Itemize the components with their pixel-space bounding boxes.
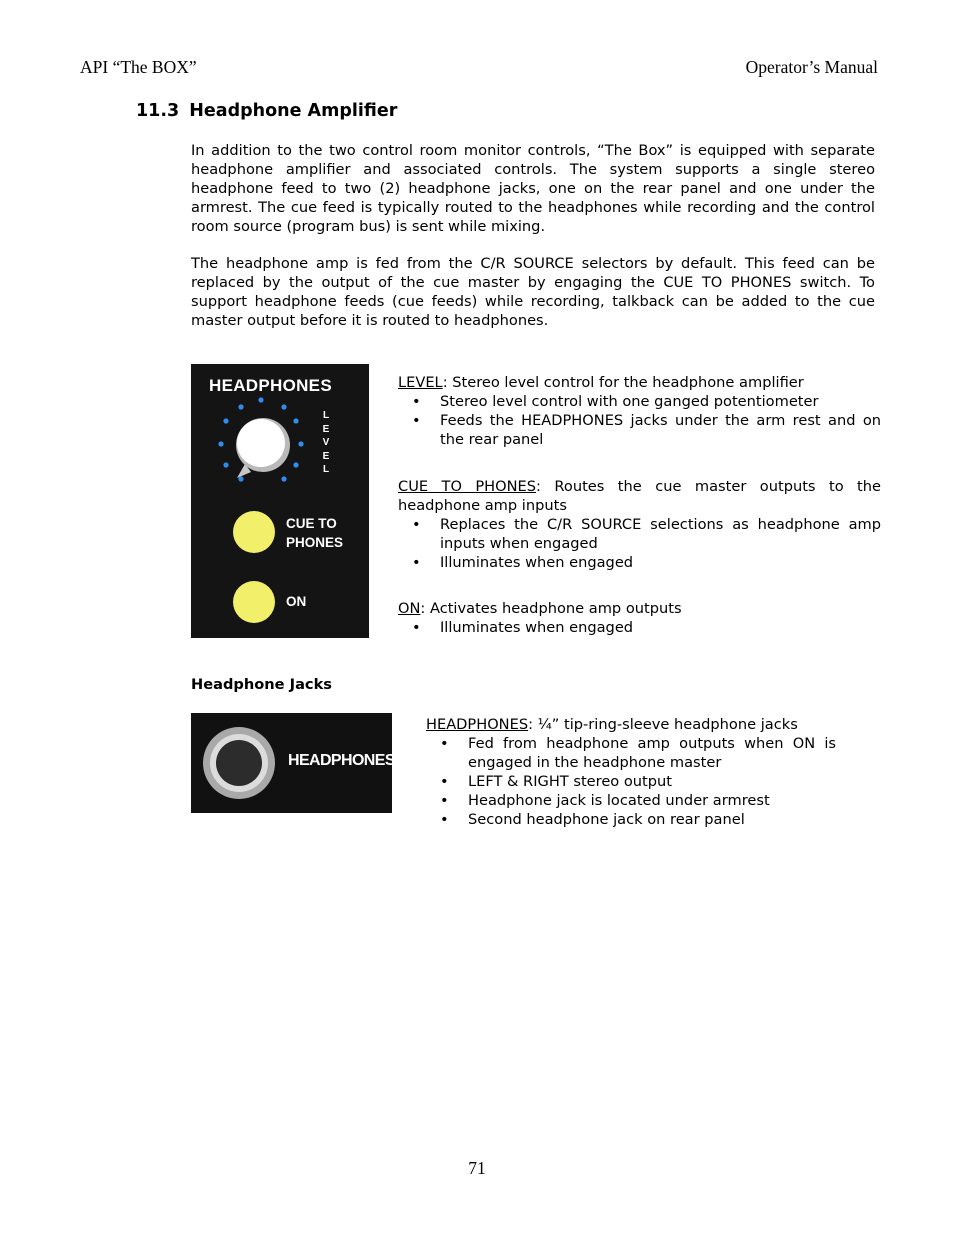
- on-text: : Activates headphone amp outputs: [420, 600, 682, 617]
- list-item: • Replaces the C/R SOURCE selections as headphone amp inputs when engaged: [398, 515, 881, 553]
- list-item: • Second headphone jack on rear panel: [426, 810, 836, 829]
- on-lead: [398, 599, 881, 618]
- list-item: • Illuminates when engaged: [398, 618, 881, 637]
- intro-paragraph: In addition to the two control room monitor controls, “The Box” is equipped with separate headphone amplifier and associated controls. The system supports a single stereo headphone feed to two (2) headphone jacks, one on the rear panel and one under the armrest. The cue feed is typically routed to the headphones while recording and the control room source (program bus) is sent while mixing.: [191, 142, 875, 235]
- jacks-lead: [426, 715, 836, 734]
- level-bullets: [398, 392, 881, 449]
- jack-image-label: HEADPHONES: [288, 752, 395, 769]
- panel-cue-line1: CUE TO: [286, 516, 337, 531]
- cue-term: CUE TO PHONES: [398, 478, 537, 495]
- panel-title: HEADPHONES: [209, 376, 332, 395]
- panel-cue-line2: PHONES: [286, 535, 344, 550]
- list-item: • Stereo level control with one ganged potentiometer: [398, 392, 881, 411]
- list-item: • Feeds the HEADPHONES jacks under the arm rest and on the rear panel: [398, 411, 881, 449]
- on-description: [398, 599, 881, 637]
- list-item: • Headphone jack is located under armrest: [426, 791, 836, 810]
- level-knob-icon: [236, 418, 290, 478]
- section-title: Headphone Amplifier: [189, 101, 398, 121]
- panel-graphics: [191, 364, 369, 638]
- on-bullets: [398, 618, 881, 637]
- list-item: • Fed from headphone amp outputs when ON is engaged in the headphone master: [426, 734, 836, 772]
- panel-on-label: ON: [286, 594, 307, 609]
- panel-cue-label: [286, 514, 343, 552]
- cue-description: [398, 477, 881, 572]
- level-lead: [398, 373, 881, 392]
- running-header-left: API “The BOX”: [80, 57, 197, 77]
- page-number: 71: [468, 1158, 486, 1178]
- headphone-panel-image: [191, 364, 369, 638]
- feed-paragraph: The headphone amp is fed from the C/R SOURCE selectors by default. This feed can be replaced by the output of the cue master by engaging the CUE TO PHONES switch. To support headphone feeds (cue feeds) while recording, talkback can be added to the cue master output before it is routed to headphones.: [191, 255, 875, 329]
- list-item: • LEFT & RIGHT stereo output: [426, 772, 836, 791]
- jacks-term: HEADPHONES: [426, 716, 529, 733]
- jacks-text: : ¼” tip-ring-sleeve headphone jacks: [528, 716, 798, 733]
- level-text: : Stereo level control for the headphone amplifier: [442, 374, 804, 391]
- level-term: LEVEL: [398, 374, 443, 391]
- panel-level-label: LEVEL: [322, 410, 330, 475]
- cue-bullets: [398, 515, 881, 572]
- running-header-right: Operator’s Manual: [745, 57, 878, 77]
- section-heading: [136, 101, 397, 121]
- section-number: 11.3: [136, 101, 180, 121]
- jacks-bullets: [426, 734, 836, 829]
- list-item: • Illuminates when engaged: [398, 553, 881, 572]
- cue-lead: [398, 477, 881, 515]
- headphone-jacks-heading: Headphone Jacks: [191, 676, 332, 693]
- cue-text: : Routes the cue master outputs to the headphone amp inputs: [398, 478, 882, 514]
- cue-to-phones-button-icon: [233, 511, 275, 553]
- headphone-jack-image: [191, 713, 395, 813]
- on-term: ON: [398, 600, 421, 617]
- level-description: [398, 373, 881, 449]
- on-button-icon: [233, 581, 275, 623]
- jacks-description: [426, 715, 836, 829]
